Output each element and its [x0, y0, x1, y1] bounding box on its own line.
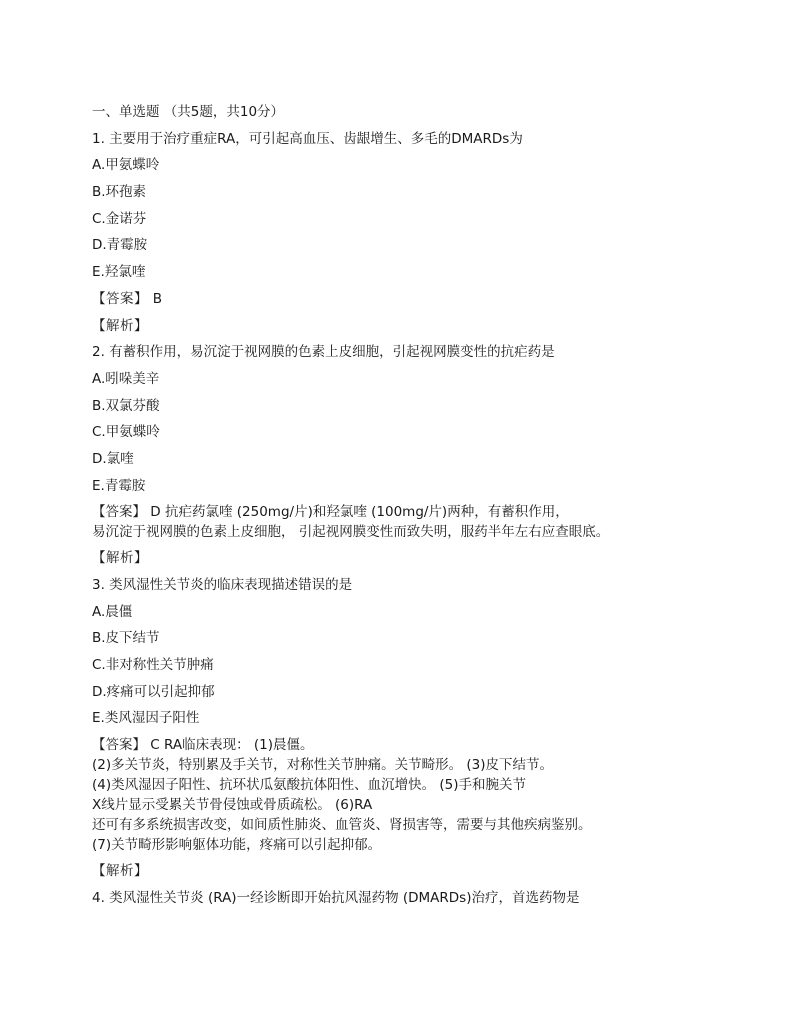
answer-line: (4)类风湿因子阳性、抗环状瓜氨酸抗体阳性、血沉增快。 (5)手和腕关节 — [92, 777, 527, 794]
option-e: E.青霉胺 — [92, 477, 146, 494]
answer-line: X线片显示受累关节骨侵蚀或骨质疏松。 (6)RA — [92, 797, 373, 814]
option-d: D.氯喹 — [92, 450, 134, 467]
option-d: D.疼痛可以引起抑郁 — [92, 683, 215, 700]
option-b: B.双氯芬酸 — [92, 397, 160, 414]
option-c: C.金诺芬 — [92, 210, 147, 227]
answer-block — [92, 499, 772, 545]
option-e: E.类风湿因子阳性 — [92, 710, 200, 727]
answer-line: 【答案】 D 抗疟药氯喹 (250mg/片)和羟氯喹 (100mg/片)两种，有蓄积作用， — [92, 504, 569, 521]
answer-line: (2)多关节炎，特别累及手关节，对称性关节肿痛。关节畸形。 (3)皮下结节。 — [92, 757, 554, 774]
analysis-label: 【解析】 — [92, 550, 148, 567]
answer-block — [92, 732, 772, 858]
option-d: D.青霉胺 — [92, 237, 148, 254]
option-e: E.羟氯喹 — [92, 264, 146, 281]
answer-line: (7)关节畸形影响躯体功能，疼痛可以引起抑郁。 — [92, 837, 382, 854]
option-a: A.甲氨蝶呤 — [92, 157, 160, 174]
answer-line: 还可有多系统损害改变，如间质性肺炎、血管炎、肾损害等，需要与其他疾病鉴别。 — [92, 817, 592, 834]
question-list — [92, 99, 772, 912]
question-stem: 3. 类风湿性关节炎的临床表现描述错误的是 — [92, 577, 353, 593]
analysis-label: 【解析】 — [92, 317, 148, 334]
question-stem: 4. 类风湿性关节炎 (RA)一经诊断即开始抗风湿药物 (DMARDs)治疗，首选药物是 — [92, 889, 580, 906]
option-c: C.甲氨蝶呤 — [92, 424, 160, 441]
option-b: B.皮下结节 — [92, 630, 160, 647]
option-a: A.晨僵 — [92, 603, 133, 620]
answer-line: 【答案】 C RA临床表现： (1)晨僵。 — [92, 737, 314, 754]
option-c: C.非对称性关节肿痛 — [92, 657, 214, 674]
answer-line: 【答案】 B — [92, 290, 163, 307]
question-3 — [92, 572, 772, 885]
question-stem: 1. 主要用于治疗重症RA，可引起高血压、齿龈增生、多毛的DMARDs为 — [92, 130, 523, 147]
answer-line: 易沉淀于视网膜的色素上皮细胞， 引起视网膜变性而致失明，服药半年左右应查眼底。 — [92, 524, 610, 541]
section-title: 一、单选题 （共5题，共10分） — [92, 104, 285, 120]
option-b: B.环孢素 — [92, 184, 147, 201]
analysis-label: 【解析】 — [92, 863, 148, 880]
question-1 — [92, 126, 772, 340]
option-a: A.吲哚美辛 — [92, 370, 160, 387]
question-stem: 2. 有蓄积作用，易沉淀于视网膜的色素上皮细胞，引起视网膜变性的抗疟药是 — [92, 344, 555, 361]
question-4 — [92, 885, 772, 912]
question-2 — [92, 339, 772, 572]
